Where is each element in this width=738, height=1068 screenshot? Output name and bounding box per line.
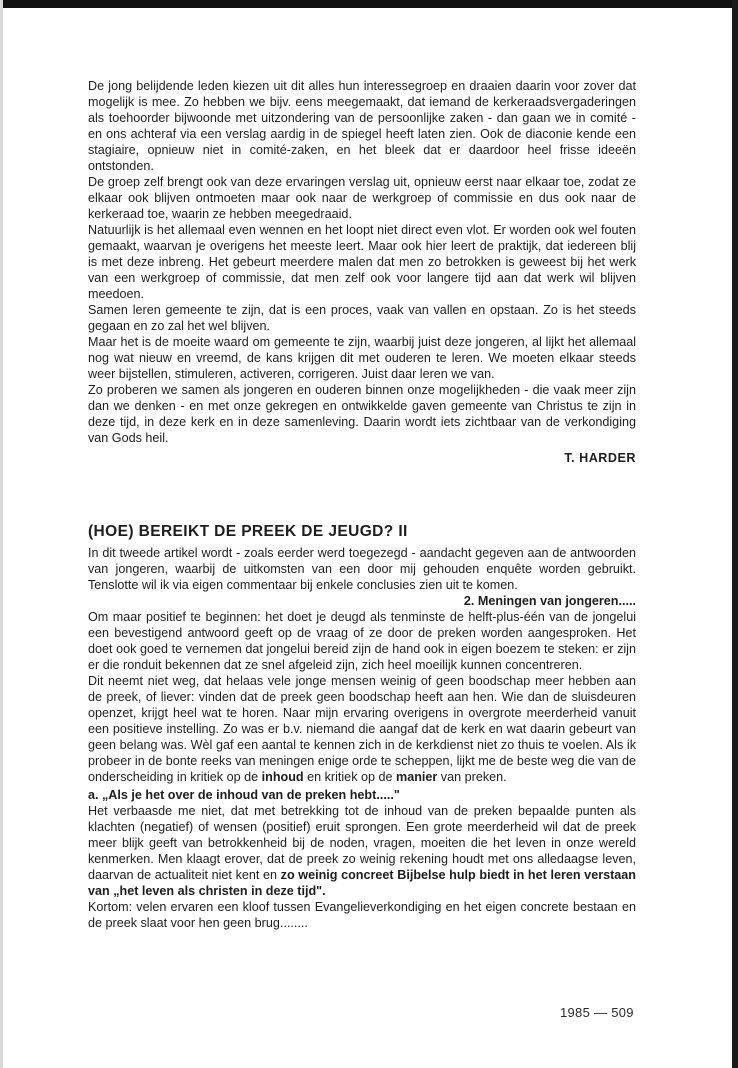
text-run: en kritiek op de [303, 770, 396, 784]
paragraph: Zo proberen we samen als jongeren en ouderen binnen onze mogelijkheden - die vaak meer zijn dan we denken - en met onze gekregen en ontwikkelde gaven gemeente van Christus te zijn in deze tijd, in deze kerk en in deze samenleving. Daarin wordt iets zichtbaar van de verkondiging van Gods heil. [88, 383, 636, 445]
paragraph [88, 673, 636, 785]
author-signature: T. HARDER [564, 451, 636, 465]
paragraph: Samen leren gemeente te zijn, dat is een proces, vaak van vallen en opstaan. Zo is het steeds gegaan en zo zal het wel blijven. [88, 303, 636, 333]
paragraph: Maar het is de moeite waard om gemeente te zijn, waarbij juist deze jongeren, al lijkt het allemaal nog wat nieuw en vreemd, de kans krijgen dit met ouderen te leren. We moeten elkaar steeds weer bijstellen, stimuleren, activeren, corrigeren. Juist daar leren we van. [88, 335, 636, 381]
page-number: 1985 — 509 [560, 1005, 634, 1020]
text-run: Het verbaasde me niet, dat met betrekking tot de inhoud van de preken bepaalde punten als klachten (negatief) of wensen (positief) eruit sprongen. Een grote meerderheid wil dat de preek meer blijk geeft van betrokkenheid bij de noden, vragen, moeiten die het leven in onze wereld kenmerken. Men klaagt erover, dat de preek zo weinig rekening houdt met ons alledaagse leven, daarvan de actualiteit niet kent en [88, 804, 636, 882]
paragraph: Natuurlijk is het allemaal even wennen en het loopt niet direct even vlot. Er worden ook wel fouten gemaakt, waarvan je overigens het meeste leert. Maar ook hier leert de praktijk, dat iedereen blij is met deze inbreng. Het gebeurt meerdere malen dat men zo betrokken is geweest bij het werk van een werkgroep of commissie, dat men zelf ook voor langere tijd aan dat werk wil blijven meedoen. [88, 223, 636, 301]
scan-top-border [0, 0, 738, 8]
intro-paragraph: In dit tweede artikel wordt - zoals eerder werd toegezegd - aandacht gegeven aan de antwoorden van jongeren, waarbij de uitkomsten van een door mij gehouden enquête worden gebruikt. Tenslotte wil ik via eigen commentaar bij enkele conclusies zien uit te komen. [88, 546, 636, 592]
emphasis-inhoud: inhoud [261, 770, 304, 784]
emphasis-manier: manier [396, 770, 438, 784]
emphasis-hulp: zo weinig concreet Bijbelse hulp biedt in het leren verstaan van „het leven als christen in deze tijd". [88, 868, 636, 898]
article-heading: (HOE) BEREIKT DE PREEK DE JEUGD? II [88, 523, 408, 540]
page-body [88, 78, 636, 931]
text-run: Dit neemt niet weg, dat helaas vele jonge mensen weinig of geen boodschap meer hebben aan de preek, of liever: vinden dat de preek geen boodschap heeft aan hen. Wie dan de sluisdeuren openzet, krijgt heel wat te horen. Naar mijn ervaring overigens in overgrote meerderheid vanuit een positieve instelling. Zo was er b.v. niemand die aangaf dat de kerk en wat daarin gebeurt van geen belang was. Wèl gaf een aantal te kennen zich in de kerkdienst niet zo thuis te voelen. Als ik probeer in de bonte reeks van meningen enige orde te scheppen, lijkt me de beste weg die van de onderscheiding in kritiek op de [88, 674, 636, 784]
paragraph [88, 803, 636, 899]
section-subheading: 2. Meningen van jongeren..... [463, 594, 636, 608]
paragraph: Om maar positief te beginnen: het doet je deugd als tenminste de helft-plus-één van de jongelui een bevestigend antwoord geeft op de vraag of ze door de preken worden aangesproken. Het doet ook goed te vernemen dat jongelui bereid zijn de hand ook in eigen boezem te steken: er zijn er die ronduit bekennen dat ze snel afgeleid zijn, zich heel moeilijk kunnen concentreren. [88, 610, 636, 672]
text-run: van preken. [437, 770, 507, 784]
paragraph: De groep zelf brengt ook van deze ervaringen verslag uit, opnieuw eerst naar elkaar toe, zodat ze elkaar ook blijven ontmoeten maar ook naar de werkgroep of commissie en dus ook naar de kerkeraad toe, waarin ze hebben meegedraaid. [88, 175, 636, 221]
subsection-a-heading: a. „Als je het over de inhoud van de preken hebt....." [88, 788, 400, 802]
paragraph: De jong belijdende leden kiezen uit dit alles hun interessegroep en draaien daarin voor zover dat mogelijk is mee. Zo hebben we bijv. eens meegemaakt, dat iemand de kerkeraadsvergaderingen als toehoorder bijwoonde met uitzondering van de persoonlijke zaken - dan gaan we in comité - en ons achteraf via een verslag aardig in de spiegel heeft laten zien. Ook de diaconie kende een stagiaire, opnieuw niet in comité-zaken, en het bleek dat er daardoor heel frisse ideeën ontstonden. [88, 79, 636, 173]
scan-right-border [732, 0, 738, 1068]
paragraph: Kortom: velen ervaren een kloof tussen Evangelieverkondiging en het eigen concrete bestaan en de preek slaat voor hen geen brug........ [88, 900, 636, 930]
scan-left-shadow [0, 0, 3, 1068]
